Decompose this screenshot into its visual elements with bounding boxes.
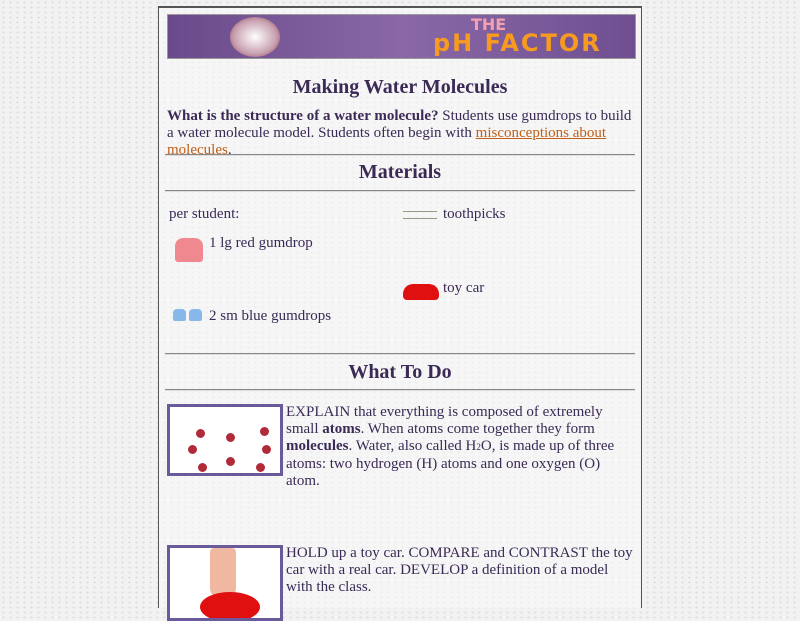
t: 2 [476, 442, 481, 452]
water-molecules-image [167, 404, 283, 476]
divider [165, 154, 635, 156]
t: EXPLAIN that everything is composed of extremely small [286, 404, 603, 437]
t: . Water, also called H [348, 438, 477, 454]
intro-question: What is the structure of a water molecule? [167, 108, 439, 124]
material-item: 1 lg red gumdrop [209, 235, 313, 251]
blue-gumdrop-icon [189, 309, 202, 321]
divider [165, 353, 635, 355]
material-item: toothpicks [443, 206, 506, 222]
t: molecules [286, 438, 349, 454]
toothpicks-icon [403, 211, 437, 219]
toy-car-icon [403, 284, 439, 300]
material-item: toy car [443, 280, 485, 296]
misconceptions-link[interactable]: misconceptions about molecules [167, 125, 607, 158]
blue-gumdrop-icon [173, 309, 186, 321]
divider [165, 389, 635, 391]
materials-heading: Materials [358, 161, 442, 183]
divider [165, 190, 635, 192]
flower-icon [230, 17, 280, 57]
per-student-label: per student: [169, 206, 240, 222]
hand-toy-car-image [167, 545, 283, 621]
banner-title: pH FACTOR [433, 29, 602, 57]
what-to-do-heading: What To Do [348, 361, 452, 383]
page-column [158, 6, 642, 608]
red-gumdrop-icon [175, 238, 203, 262]
t: atoms [322, 421, 361, 437]
t: . When atoms come together they form [360, 421, 595, 437]
material-item: 2 sm blue gumdrops [209, 308, 332, 324]
intro-text: Students use gumdrops to build a water molecule model. Students often begin with [167, 108, 632, 141]
intro-paragraph [167, 108, 637, 159]
page-title: Making Water Molecules [292, 76, 508, 98]
step-2-text: HOLD up a toy car. COMPARE and CONTRAST the toy car with a real car. DEVELOP a definition of a model with the class. [286, 545, 633, 595]
ph-factor-banner [167, 14, 636, 59]
banner-the: THE [471, 15, 507, 34]
intro-end: . [227, 142, 232, 158]
t: O, is made up of three atoms: two hydrogen (H) atoms and one oxygen (O) atom. [286, 438, 615, 489]
step-1-text [286, 404, 631, 490]
